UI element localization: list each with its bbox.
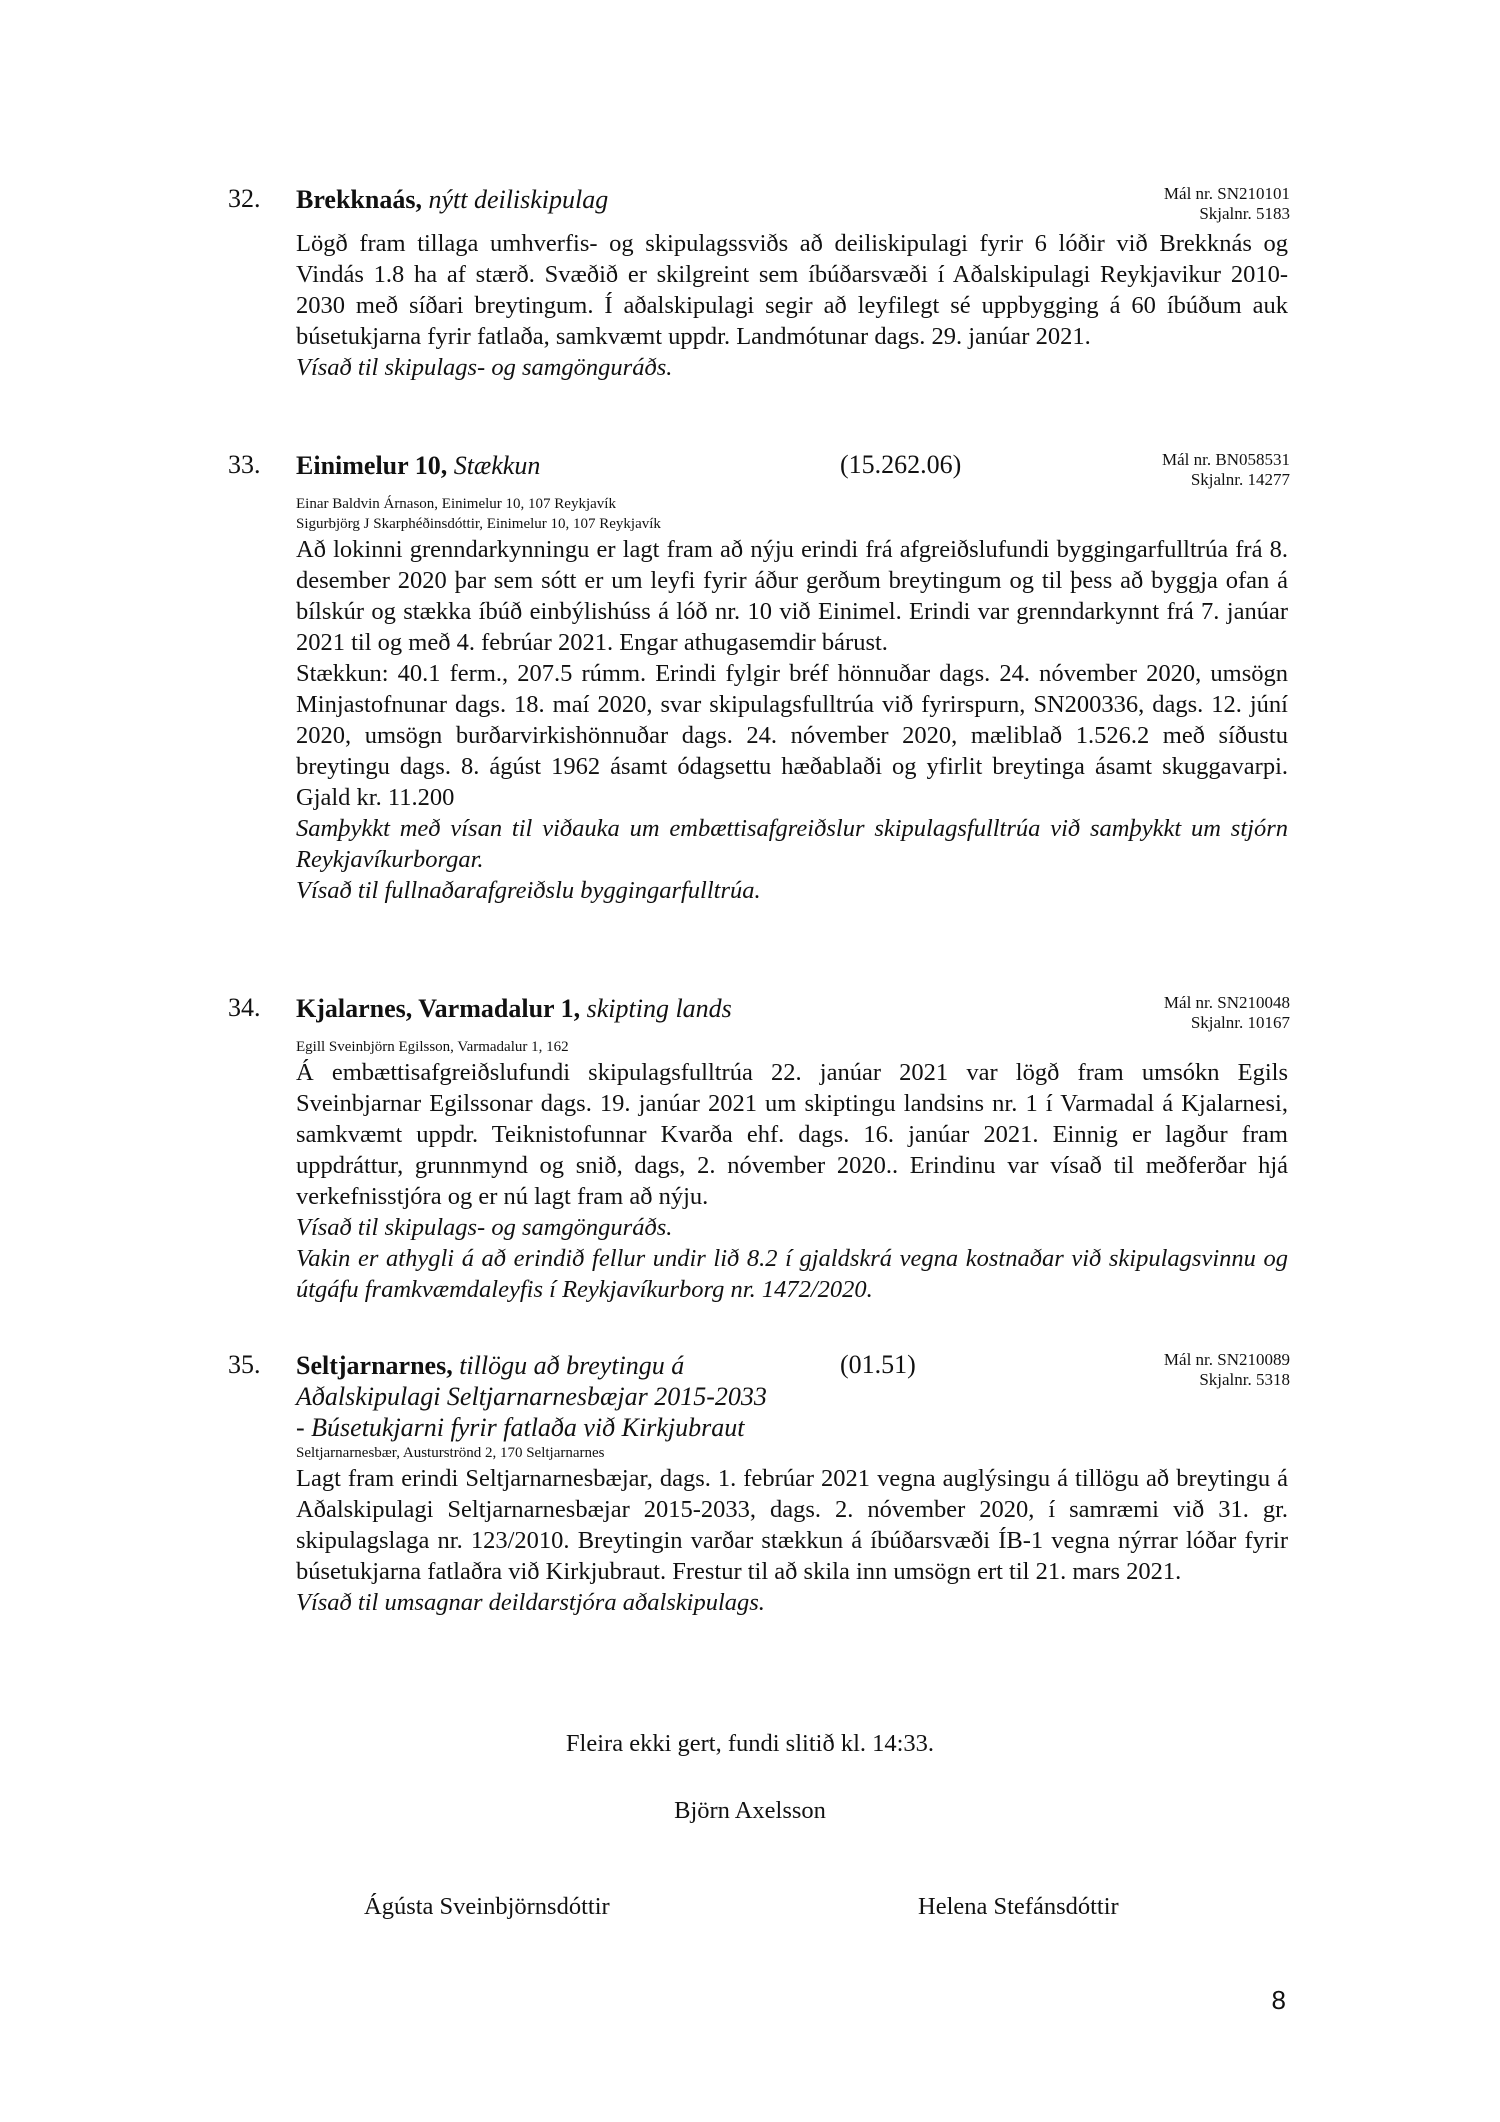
- item-title-italic: tillögu að breytingu á: [459, 1351, 685, 1380]
- item-title-bold: Seltjarnarnes,: [296, 1351, 453, 1380]
- item-title: [296, 1350, 767, 1443]
- document-number: Skjalnr. 10167: [1190, 1013, 1290, 1032]
- item-number: 35.: [228, 1350, 261, 1379]
- closing-line: Fleira ekki gert, fundi slitið kl. 14:33.: [565, 1730, 935, 1757]
- agenda-item-35: [228, 1350, 1290, 1680]
- case-number: Mál nr. BN058531: [1162, 450, 1290, 469]
- item-title-bold: Kjalarnes, Varmadalur 1,: [296, 994, 581, 1023]
- agenda-item-34: [228, 993, 1290, 1323]
- item-decision: Vakin er athygli á að erindið fellur undir lið 8.2 í gjaldskrá vegna kostnaðar við skipulagsvinnu og útgáfu framkvæmdaleyfis í Reykjavíkurborg nr. 1472/2020.: [296, 1245, 1288, 1303]
- item-paragraph: Á embættisafgreiðslufundi skipulagsfulltrúa 22. janúar 2021 var lögð fram umsókn Egils Sveinbjarnar Egilssonar dags. 19. janúar 2021 um skiptingu landsins nr. 1 í Varmadal á Kjalarnesi, samkvæmt uppdr. Teiknistofunnar Kvarða ehf. dags. 16. janúar 2021. Einnig er lagður fram uppdráttur, grunnmynd og snið, dags, 2. nóvember 2020.. Erindinu var vísað til meðferðar hjá verkefnisstjóra og er nú lagt fram að nýju.: [296, 1059, 1288, 1210]
- item-title-italic: nýtt deiliskipulag: [428, 185, 609, 214]
- item-paragraph: Lagt fram erindi Seltjarnarnesbæjar, dags. 1. febrúar 2021 vegna auglýsingu á tillögu að breytingu á Aðalskipulagi Seltjarnarnesbæjar 2015-2033, dags. 2. nóvember 2020, í samræmi við 31. gr. skipulagslaga nr. 123/2010. Breytingin varðar stækkun á íbúðarsvæði ÍB-1 vegna nýrrar lóðar fyrir búsetukjarna fatlaðra við Kirkjubraut. Frestur til að skila inn umsögn ert til 21. mars 2021.: [296, 1465, 1288, 1585]
- item-title: [296, 450, 540, 481]
- item-decision: Vísað til fullnaðarafgreiðslu byggingarfulltrúa.: [296, 877, 761, 904]
- item-body: [296, 494, 1288, 906]
- item-title-italic: Stækkun: [453, 451, 541, 480]
- signature-right: Helena Stefánsdóttir: [918, 1893, 1119, 1920]
- applicant: Sigurbjörg J Skarphéðinsdóttir, Einimelur 10, 107 Reykjavík: [296, 516, 661, 532]
- item-title-bold: Einimelur 10,: [296, 451, 448, 480]
- item-decision: Samþykkt með vísan til viðauka um embættisafgreiðslur skipulagsfulltrúa við samþykkt um stjórn Reykjavíkurborgar.: [296, 815, 1288, 873]
- document-number: Skjalnr. 5318: [1199, 1370, 1290, 1389]
- item-body: [296, 1037, 1288, 1305]
- item-decision: Vísað til skipulags- og samgönguráðs.: [296, 354, 673, 381]
- case-number: Mál nr. SN210048: [1163, 993, 1290, 1012]
- signature-left: Ágústa Sveinbjörnsdóttir: [364, 1893, 610, 1920]
- case-reference: [1164, 993, 1290, 1033]
- item-body: [296, 1443, 1288, 1618]
- item-title: [296, 993, 732, 1024]
- item-title-italic: skipting lands: [586, 994, 732, 1023]
- signature-center: Björn Axelsson: [674, 1797, 826, 1824]
- item-title-line2: Aðalskipulagi Seltjarnarnesbæjar 2015-2033: [296, 1382, 767, 1411]
- item-number: 34.: [228, 993, 261, 1022]
- case-number: Mál nr. SN210089: [1163, 1350, 1290, 1369]
- item-title-line3: - Búsetukjarni fyrir fatlaða við Kirkjubraut: [296, 1413, 745, 1442]
- applicant: Egill Sveinbjörn Egilsson, Varmadalur 1, 162: [296, 1039, 569, 1055]
- case-reference: [1164, 1350, 1290, 1390]
- item-body: [296, 228, 1288, 383]
- item-paragraph: Lögð fram tillaga umhverfis- og skipulagssviðs að deiliskipulagi fyrir 6 lóðir við Brekknás og Vindás 1.8 ha af stærð. Svæðið er skilgreint sem íbúðarsvæði í Aðalskipulagi Reykjavikur 2010-2030 með síðari breytingum. Í aðalskipulagi segir að leyfilegt sé uppbygging á 60 íbúðum auk búsetukjarna fyrir fatlaða, samkvæmt uppdr. Landmótunar dags. 29. janúar 2021.: [296, 230, 1288, 350]
- item-paragraph: Stækkun: 40.1 ferm., 207.5 rúmm. Erindi fylgir bréf hönnuðar dags. 24. nóvember 2020, umsögn Minjastofnunar dags. 18. maí 2020, svar skipulagsfulltrúa við fyrirspurn, SN200336, dags. 12. júní 2020, umsögn burðarvirkishönnuðar dags. 24. nóvember 2020, mæliblað 1.526.2 með síðustu breytingu dags. 8. ágúst 1962 ásamt ódagsettu hæðablaði og yfirlit breytinga ásamt skuggavarpi. Gjald kr. 11.200: [296, 660, 1288, 811]
- item-title: [296, 184, 608, 215]
- land-reference: (15.262.06): [840, 450, 962, 479]
- applicant: Einar Baldvin Árnason, Einimelur 10, 107 Reykjavík: [296, 496, 616, 512]
- item-paragraph: Að lokinni grenndarkynningu er lagt fram að nýju erindi frá afgreiðslufundi byggingarfulltrúa frá 8. desember 2020 þar sem sótt er um leyfi fyrir áður gerðum breytingum og til þess að byggja ofan á bílskúr og stækka íbúð einbýlishúss á lóð nr. 10 við Einimel. Erindi var grenndarkynnt frá 7. janúar 2021 til og með 4. febrúar 2021. Engar athugasemdir bárust.: [296, 536, 1288, 656]
- item-number: 32.: [228, 184, 261, 213]
- agenda-item-32: [228, 184, 1290, 424]
- item-title-bold: Brekknaás,: [296, 185, 422, 214]
- land-reference: (01.51): [840, 1350, 916, 1379]
- applicant: Seltjarnarnesbær, Austurströnd 2, 170 Seltjarnarnes: [296, 1445, 605, 1461]
- item-number: 33.: [228, 450, 261, 479]
- case-reference: [1164, 184, 1290, 224]
- document-number: Skjalnr. 5183: [1199, 204, 1290, 223]
- case-number: Mál nr. SN210101: [1163, 184, 1290, 203]
- document-number: Skjalnr. 14277: [1190, 470, 1290, 489]
- item-decision: Vísað til umsagnar deildarstjóra aðalskipulags.: [296, 1589, 765, 1616]
- page-number: 8: [1271, 1985, 1286, 2015]
- agenda-item-33: [228, 450, 1290, 970]
- item-decision: Vísað til skipulags- og samgönguráðs.: [296, 1214, 673, 1241]
- case-reference: [1162, 450, 1290, 490]
